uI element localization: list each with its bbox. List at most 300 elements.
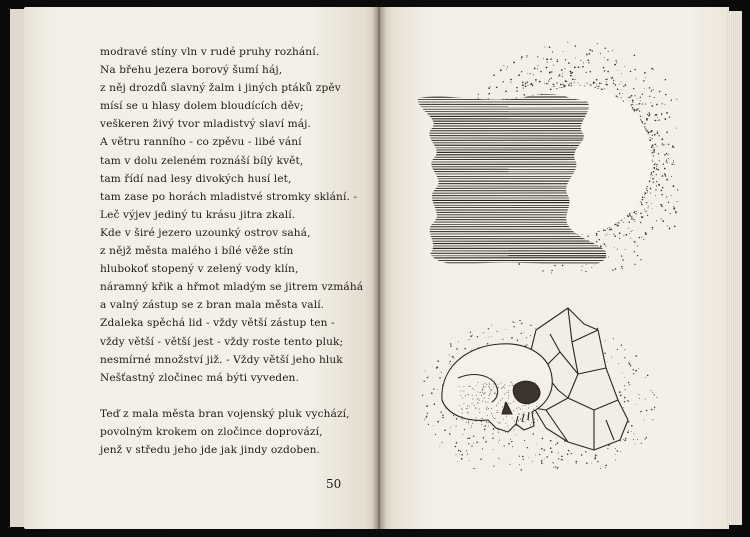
stipple-dot	[642, 94, 643, 95]
shade-dot	[477, 399, 478, 400]
shade-dot	[535, 410, 536, 411]
stipple-dot	[572, 78, 574, 80]
stipple-dot	[575, 461, 577, 463]
shade-dot	[490, 390, 491, 391]
poem-line: modravé stíny vln v rudé pruhy rozhání.	[100, 46, 320, 58]
stipple-dot	[587, 235, 588, 236]
stipple-dot	[636, 404, 637, 405]
stipple-dot	[456, 426, 457, 427]
stipple-dot	[669, 228, 671, 230]
stipple-dot	[515, 322, 516, 323]
poem-line: tam zase po horách mladistvé stromky sklání. -	[100, 190, 358, 203]
shade-dot	[509, 411, 510, 412]
stipple-dot	[586, 54, 587, 55]
shade-dot	[478, 398, 479, 399]
stipple-dot	[583, 62, 584, 63]
shade-dot	[522, 388, 523, 389]
stipple-dot	[551, 77, 552, 78]
stipple-dot	[623, 235, 624, 236]
stipple-dot	[553, 467, 554, 468]
stipple-dot	[551, 71, 552, 72]
stipple-dot	[652, 419, 653, 420]
stipple-dot	[424, 381, 425, 382]
shade-dot	[483, 387, 484, 388]
stipple-dot	[653, 155, 654, 156]
stipple-dot	[631, 216, 632, 217]
stipple-dot	[604, 70, 605, 71]
stipple-dot	[598, 86, 599, 87]
shade-dot	[522, 414, 523, 415]
shade-dot	[513, 383, 514, 384]
stipple-dot	[558, 76, 559, 77]
stipple-dot	[614, 64, 616, 66]
stipple-dot	[649, 96, 650, 97]
stipple-dot	[563, 51, 564, 52]
shade-dot	[470, 386, 471, 387]
shade-dot	[488, 408, 489, 409]
shade-dot	[504, 388, 505, 389]
stipple-dot	[623, 439, 624, 440]
stipple-dot	[635, 213, 636, 214]
stipple-dot	[614, 235, 616, 237]
stipple-dot	[512, 321, 513, 322]
poem-line: z nějž města malého i bílé věže stín	[100, 245, 294, 258]
stipple-dot	[673, 185, 675, 187]
stipple-dot	[611, 228, 613, 230]
stipple-dot	[591, 267, 592, 268]
stipple-dot	[523, 85, 524, 86]
stipple-dot	[632, 102, 633, 103]
stipple-dot	[469, 460, 470, 461]
shade-dot	[513, 410, 514, 411]
stipple-dot	[461, 458, 463, 460]
stipple-dot	[653, 89, 654, 90]
shade-dot	[460, 390, 461, 391]
stipple-dot	[606, 84, 608, 86]
stipple-dot	[596, 234, 598, 236]
stipple-dot	[627, 400, 629, 402]
shade-dot	[467, 412, 468, 413]
stipple-dot	[532, 461, 533, 462]
stipple-dot	[628, 97, 629, 98]
stipple-dot	[537, 68, 538, 69]
stipple-dot	[608, 257, 609, 258]
stipple-dot	[666, 196, 667, 197]
stipple-dot	[437, 389, 438, 390]
stipple-dot	[632, 230, 633, 231]
stipple-dot	[651, 90, 652, 91]
stipple-dot	[597, 43, 598, 44]
stipple-dot	[556, 438, 557, 439]
stipple-dot	[576, 463, 577, 464]
stipple-dot	[615, 84, 617, 86]
shade-dot	[486, 421, 487, 422]
stipple-dot	[646, 410, 648, 412]
stipple-dot	[598, 239, 600, 241]
stipple-dot	[656, 397, 657, 398]
stipple-dot	[665, 79, 666, 80]
stipple-dot	[537, 56, 538, 57]
stipple-dot	[624, 440, 626, 442]
stipple-dot	[522, 82, 524, 84]
shade-dot	[487, 415, 488, 416]
stipple-dot	[600, 53, 601, 54]
stipple-dot	[642, 199, 644, 201]
shade-dot	[502, 410, 503, 411]
stipple-dot	[603, 67, 605, 69]
stipple-dot	[652, 178, 654, 180]
stipple-dot	[586, 462, 588, 464]
stipple-dot	[664, 174, 666, 176]
page-number: 50	[326, 477, 342, 491]
stipple-dot	[550, 447, 552, 449]
stipple-dot	[609, 229, 611, 231]
book-edge-right	[726, 11, 742, 525]
stipple-dot	[522, 456, 524, 458]
stipple-dot	[482, 448, 483, 449]
stipple-dot	[526, 55, 527, 56]
shade-dot	[467, 405, 468, 406]
stipple-dot	[615, 60, 616, 61]
stipple-dot	[605, 467, 606, 468]
stipple-dot	[605, 230, 606, 231]
stipple-dot	[604, 353, 606, 355]
stipple-dot	[658, 153, 659, 154]
stipple-dot	[427, 377, 428, 378]
stipple-dot	[527, 85, 528, 86]
stipple-dot	[650, 193, 651, 194]
stipple-dot	[449, 361, 450, 362]
shade-dot	[466, 408, 467, 409]
shade-dot	[537, 392, 538, 393]
stipple-dot	[621, 345, 622, 346]
stipple-dot	[654, 134, 656, 136]
stipple-dot	[596, 79, 598, 81]
stipple-dot	[530, 84, 531, 85]
shade-dot	[479, 409, 480, 410]
stipple-dot	[467, 454, 468, 455]
stipple-dot	[642, 217, 643, 218]
stipple-dot	[640, 222, 641, 223]
stipple-dot	[615, 268, 617, 270]
stipple-dot	[656, 174, 657, 175]
stipple-dot	[663, 145, 664, 146]
stipple-dot	[615, 448, 616, 449]
stipple-dot	[655, 144, 656, 145]
stipple-dot	[625, 84, 627, 86]
shade-dot	[524, 422, 525, 423]
stipple-dot	[524, 440, 525, 441]
stipple-dot	[640, 119, 641, 120]
shade-dot	[472, 403, 473, 404]
stipple-dot	[646, 190, 647, 191]
stipple-dot	[671, 195, 672, 196]
stipple-dot	[641, 202, 642, 203]
stipple-dot	[662, 220, 664, 222]
stipple-dot	[661, 194, 662, 195]
stipple-dot	[661, 206, 663, 208]
shade-dot	[510, 411, 511, 412]
shade-dot	[476, 385, 477, 386]
stipple-dot	[673, 147, 674, 148]
stipple-dot	[654, 167, 656, 169]
stipple-dot	[639, 110, 640, 111]
shade-dot	[493, 384, 494, 385]
stipple-dot	[644, 88, 645, 89]
stipple-dot	[611, 357, 612, 358]
stipple-dot	[511, 441, 512, 442]
stipple-dot	[620, 395, 622, 397]
shade-dot	[474, 389, 475, 390]
stipple-dot	[619, 391, 621, 393]
shade-dot	[486, 422, 487, 423]
stipple-dot	[652, 227, 653, 228]
stipple-dot	[676, 128, 677, 129]
stipple-dot	[459, 454, 460, 455]
stipple-dot	[450, 427, 451, 428]
stipple-dot	[449, 354, 450, 355]
stipple-dot	[634, 212, 636, 214]
stipple-dot	[484, 429, 486, 431]
shade-dot	[481, 424, 482, 425]
shade-dot	[498, 422, 499, 423]
stipple-dot	[631, 231, 632, 232]
stipple-dot	[549, 72, 551, 74]
stipple-dot	[455, 446, 457, 448]
stipple-dot	[564, 68, 565, 69]
stipple-dot	[623, 86, 624, 87]
stipple-dot	[629, 215, 631, 217]
stipple-dot	[476, 442, 478, 444]
stipple-dot	[561, 456, 563, 458]
stipple-dot	[667, 179, 668, 180]
shade-dot	[520, 419, 521, 420]
stipple-dot	[620, 451, 621, 452]
shade-dot	[533, 413, 534, 414]
stipple-dot	[640, 259, 641, 260]
stipple-dot	[575, 79, 576, 80]
stipple-dot	[655, 195, 656, 196]
stipple-dot	[633, 88, 634, 89]
stipple-dot	[659, 119, 660, 120]
stipple-dot	[491, 336, 492, 337]
stipple-dot	[652, 138, 653, 139]
stipple-dot	[509, 464, 510, 465]
stipple-dot	[633, 439, 634, 440]
stipple-dot	[537, 65, 538, 66]
shade-dot	[486, 409, 487, 410]
stipple-dot	[640, 411, 641, 412]
stipple-dot	[607, 71, 609, 73]
shade-dot	[514, 385, 515, 386]
stipple-dot	[488, 328, 489, 329]
shade-dot	[501, 383, 502, 384]
stipple-dot	[672, 164, 673, 165]
stipple-dot	[649, 87, 651, 89]
shade-dot	[528, 408, 529, 409]
shade-dot	[531, 402, 532, 403]
shade-dot	[489, 388, 490, 389]
shade-dot	[482, 418, 483, 419]
stipple-dot	[585, 451, 586, 452]
stipple-dot	[662, 187, 663, 188]
stipple-dot	[652, 229, 653, 230]
stipple-dot	[651, 409, 653, 411]
shade-dot	[525, 405, 526, 406]
shade-dot	[493, 418, 494, 419]
shade-dot	[482, 388, 483, 389]
shade-dot	[482, 392, 483, 393]
stipple-dot	[582, 234, 583, 235]
stipple-dot	[528, 457, 529, 458]
stipple-dot	[635, 355, 637, 357]
shade-dot	[509, 385, 510, 386]
stipple-dot	[536, 444, 537, 445]
stipple-dot	[550, 88, 552, 90]
moon-over-cloud-illustration	[410, 40, 680, 275]
stipple-dot	[661, 190, 663, 192]
stipple-dot	[527, 447, 528, 448]
stipple-dot	[505, 91, 507, 93]
stipple-dot	[552, 462, 553, 463]
stipple-dot	[636, 211, 637, 212]
stipple-dot	[526, 344, 527, 345]
shade-dot	[530, 425, 531, 426]
stipple-dot	[669, 116, 670, 117]
stipple-dot	[629, 96, 631, 98]
stipple-dot	[557, 61, 559, 63]
stipple-dot	[426, 405, 428, 407]
stipple-dot	[612, 269, 613, 270]
stipple-dot	[648, 112, 650, 114]
stipple-dot	[617, 224, 618, 225]
shade-dot	[463, 386, 464, 387]
shade-dot	[498, 403, 499, 404]
stipple-dot	[638, 368, 639, 369]
shade-dot	[496, 394, 497, 395]
stipple-dot	[600, 468, 601, 469]
shade-dot	[513, 401, 514, 402]
poem-line: Kde v širé jezero uzounký ostrov sahá,	[100, 226, 311, 239]
stipple-dot	[656, 166, 657, 167]
shade-dot	[458, 386, 459, 387]
shade-dot	[518, 407, 519, 408]
shade-dot	[508, 392, 509, 393]
stipple-dot	[637, 98, 638, 99]
stipple-dot	[535, 454, 536, 455]
stipple-dot	[644, 192, 646, 194]
poem-line: veškeren živý tvor mladistvý slaví máj.	[100, 118, 312, 131]
stipple-dot	[483, 332, 484, 333]
stipple-dot	[625, 249, 626, 250]
shade-dot	[498, 412, 499, 413]
stipple-dot	[456, 348, 458, 350]
stipple-dot	[606, 81, 607, 82]
stipple-dot	[607, 228, 608, 229]
stipple-dot	[650, 188, 652, 190]
stipple-dot	[512, 446, 513, 447]
stipple-dot	[517, 340, 518, 341]
stipple-dot	[525, 83, 527, 85]
stipple-dot	[515, 435, 516, 436]
shade-dot	[488, 425, 489, 426]
stipple-dot	[438, 360, 440, 362]
shade-dot	[468, 421, 469, 422]
shade-dot	[518, 413, 519, 414]
stipple-dot	[647, 130, 648, 131]
stipple-dot	[637, 104, 638, 105]
shade-dot	[488, 386, 489, 387]
stipple-dot	[654, 394, 655, 395]
stipple-dot	[516, 87, 517, 88]
stipple-dot	[534, 419, 535, 420]
stipple-dot	[502, 339, 503, 340]
shade-dot	[506, 392, 507, 393]
stipple-dot	[567, 453, 569, 455]
stipple-dot	[652, 392, 653, 393]
poem-line: náramný křik a hřmot mladým se jitrem vzmáhá	[100, 281, 364, 294]
stipple-dot	[506, 329, 507, 330]
stipple-dot	[489, 337, 490, 338]
stipple-dot	[425, 371, 426, 372]
stipple-dot	[630, 238, 631, 239]
stipple-dot	[662, 143, 664, 145]
stipple-dot	[620, 441, 621, 442]
stipple-dot	[594, 82, 595, 83]
shade-dot	[502, 406, 503, 407]
shade-dot	[528, 404, 529, 405]
shade-dot	[537, 420, 538, 421]
stipple-dot	[624, 66, 625, 67]
stipple-dot	[461, 454, 462, 455]
stipple-dot	[629, 384, 630, 385]
stipple-dot	[450, 365, 451, 366]
shade-dot	[520, 409, 521, 410]
stipple-dot	[673, 206, 674, 207]
stipple-dot	[432, 367, 433, 368]
stipple-dot	[469, 438, 470, 439]
stipple-dot	[621, 255, 622, 256]
stipple-dot	[473, 436, 474, 437]
stipple-dot	[464, 348, 465, 349]
stipple-dot	[460, 451, 461, 452]
stipple-dot	[590, 84, 591, 85]
shade-dot	[504, 403, 505, 404]
shade-dot	[531, 391, 532, 392]
stipple-dot	[617, 450, 618, 451]
stipple-dot	[507, 66, 508, 67]
stipple-dot	[541, 460, 543, 462]
stipple-dot	[631, 218, 633, 220]
shade-dot	[476, 421, 477, 422]
stipple-dot	[548, 80, 549, 81]
stipple-dot	[635, 78, 636, 79]
shade-dot	[477, 403, 478, 404]
stipple-dot	[650, 177, 651, 178]
stipple-dot	[622, 93, 623, 94]
stipple-dot	[631, 425, 633, 427]
stipple-dot	[464, 429, 465, 430]
stipple-dot	[473, 443, 474, 444]
shade-dot	[472, 388, 473, 389]
shade-dot	[523, 405, 524, 406]
shade-dot	[483, 393, 484, 394]
stipple-dot	[662, 103, 663, 104]
shade-dot	[511, 382, 512, 383]
stipple-dot	[656, 220, 657, 221]
shade-dot	[462, 419, 463, 420]
stipple-dot	[624, 357, 625, 358]
